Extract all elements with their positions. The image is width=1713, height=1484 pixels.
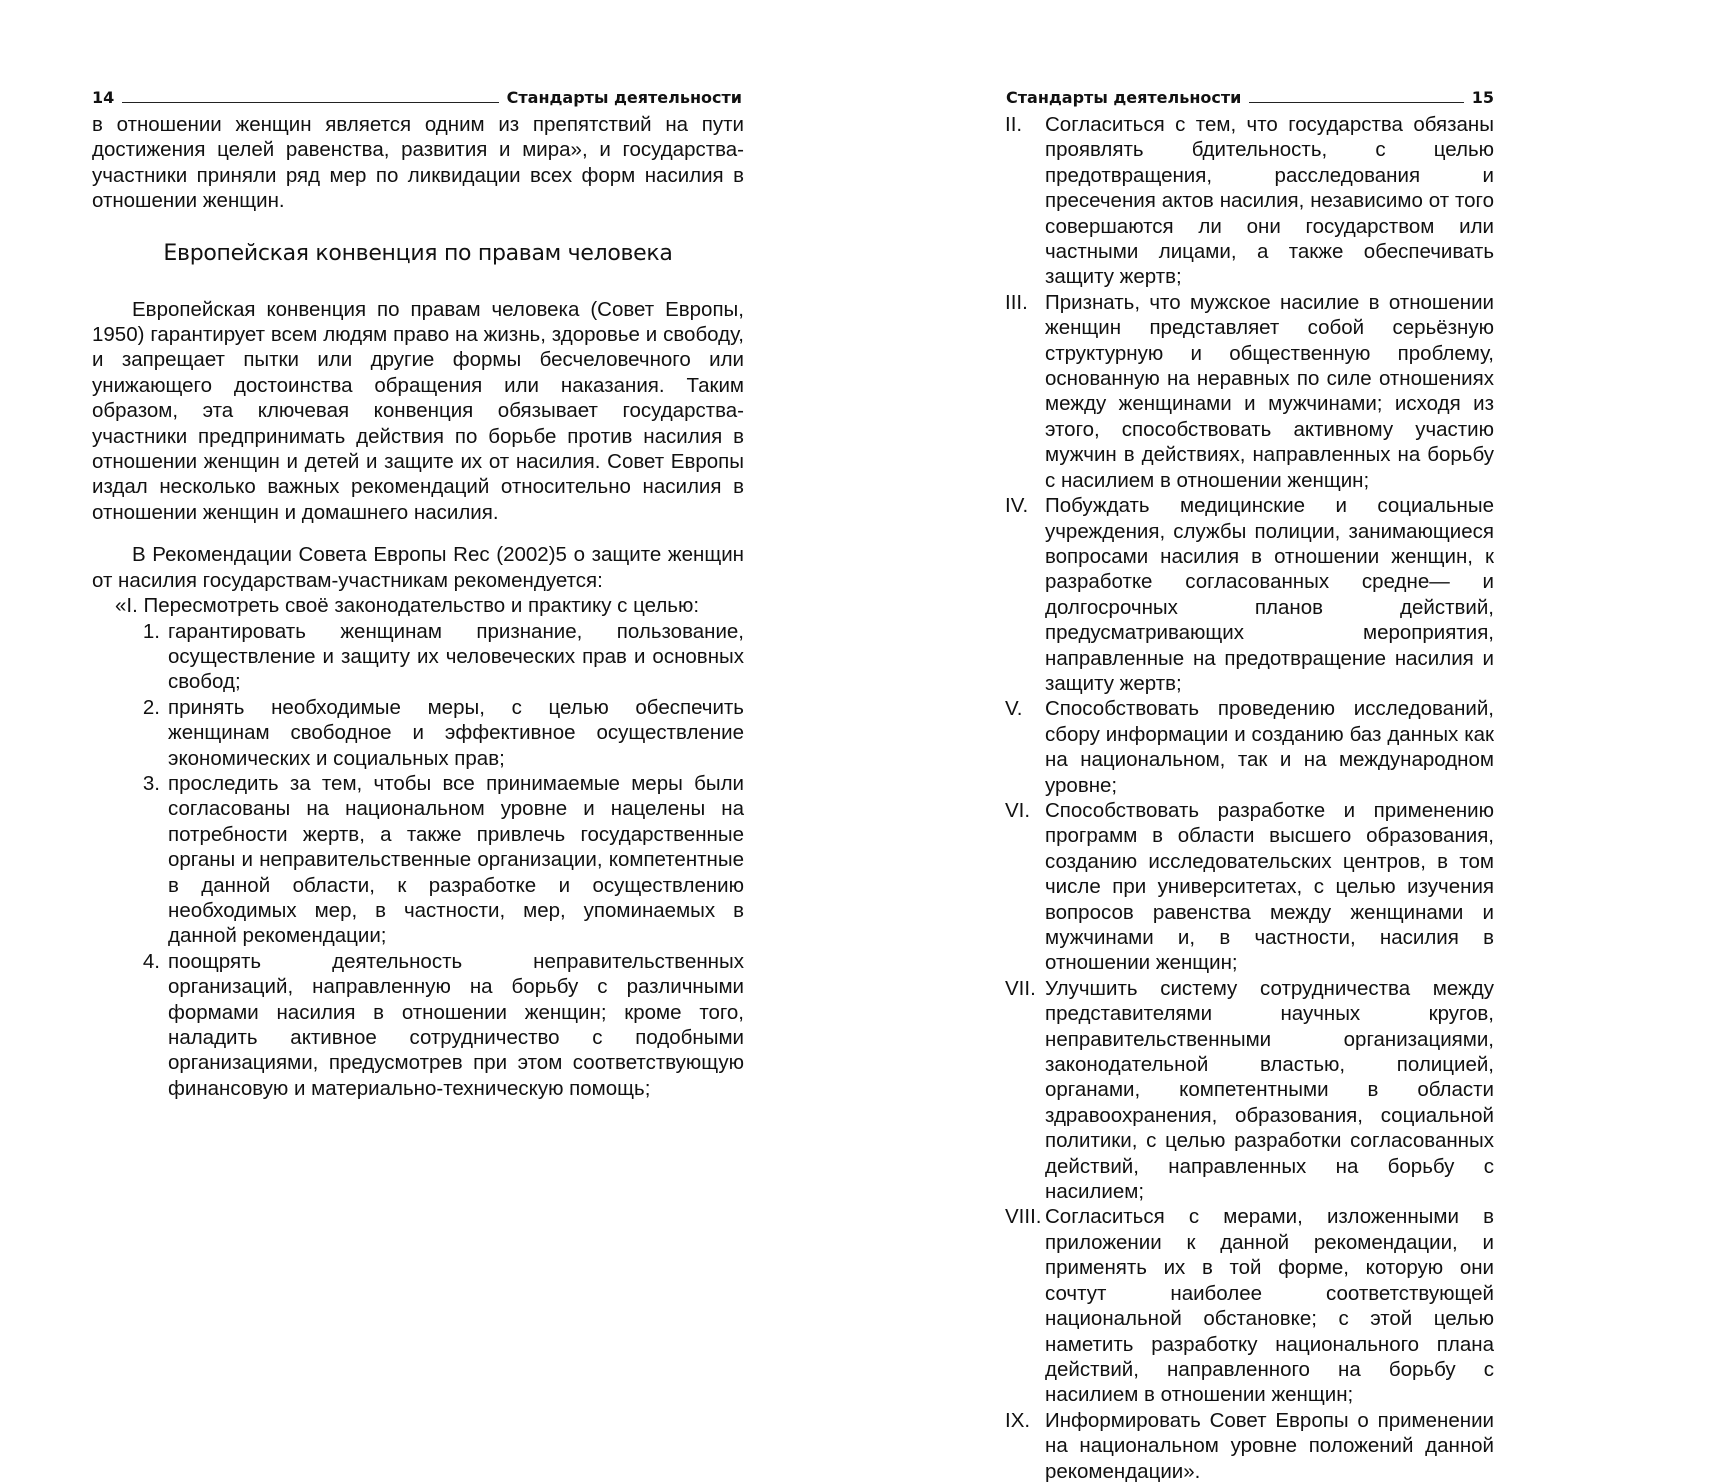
list-item-text: принять необходимые меры, с целью обеспечить женщинам свободное и эффективное осуществление экономических и социальных прав; <box>168 695 744 770</box>
list-item-number: III. <box>1005 290 1028 314</box>
list-item-number: 1. <box>142 619 160 643</box>
list-item-number: VI. <box>1005 798 1031 822</box>
list-item-number: V. <box>1005 697 1023 721</box>
list-item-text: Согласиться с тем, что государства обязаны проявлять бдительность, с целью предотвращения, расследования и пресечения актов насилия, независимо от того совершаются ли они государством или частными лицами, а также обеспечивать защиту жертв; <box>1045 113 1494 289</box>
list-item-text: Способствовать проведению исследований, сбору информации и созданию баз данных как на национальном, так и на международном уровне; <box>1045 697 1494 797</box>
paragraph-recommendation: В Рекомендации Совета Европы Rec (2002)5 о защите женщин от насилия государствам-участникам рекомендуется: <box>92 543 744 592</box>
left-running-title: Стандарты деятельности <box>506 88 742 107</box>
right-running-title: Стандарты деятельности <box>1006 88 1242 107</box>
list-item-number: 2. <box>142 695 160 719</box>
list-item-number: 4. <box>142 949 160 973</box>
list-item-text: Согласиться с мерами, изложенными в приложении к данной рекомендации, и применять их в той форме, которую они сочтут наиболее соответствующей национальной обстановке; с этой целью наметить разработку национального плана действий, направленного на борьбу с насилием в отношении женщин; <box>1045 1205 1494 1407</box>
list-item <box>1005 493 1494 696</box>
list-item <box>1005 1408 1494 1484</box>
list-item-number: IX. <box>1005 1408 1031 1432</box>
list-item <box>92 619 744 695</box>
header-rule <box>122 102 498 103</box>
paragraph-convention: Европейская конвенция по правам человека (Совет Европы, 1950) гарантирует всем людям право на жизнь, здоровье и свободу, и запрещает пытки или другие формы бесчеловечного или унижающего достоинства обращения или наказания. Таким образом, эта ключевая конвенция обязывает государства-участники предпринимать действия по борьбе против насилия в отношении женщин и детей и защите их от насилия. Совет Европы издал несколько важных рекомендаций относительно насилия в отношении женщин и домашнего насилия. <box>92 297 744 524</box>
list-item-text: Улучшить систему сотрудничества между представителями научных кругов, неправительственными организациями, законодательной властью, полицией, органами, компетентными в области здравоохранения, образования, социальной политики, с целью разработки согласованных действий, направленных на борьбу с насилием; <box>1045 976 1494 1204</box>
list-item <box>92 771 744 949</box>
list-item-text: Признать, что мужское насилие в отношении женщин представляет собой серьёзную структурную и общественную проблему, основанную на неравных по силе отношениях между женщинами и мужчинами; исходя из этого, способствовать активному участию мужчин в действиях, направленных на борьбу с насилием в отношении женщин; <box>1045 290 1494 492</box>
header-rule <box>1249 102 1463 103</box>
list-item-text: Информировать Совет Европы о применении на национальном уровне положений данной рекомендации». <box>1045 1408 1494 1483</box>
left-page <box>0 0 856 1210</box>
roman-list <box>1005 112 1494 1484</box>
continuation-paragraph: в отношении женщин является одним из препятствий на пути достижения целей равенства, развития и мира», и государства-участники приняли ряд мер по ликвидации всех форм насилия в отношении женщин. <box>92 113 744 213</box>
list-item <box>1005 290 1494 493</box>
list-item-text: Побуждать медицинские и социальные учреждения, службы полиции, занимающиеся вопросами насилия в отношении женщин, к разработке согласованных средне— и долгосрочных планов действий, предусматривающих мероприятия, направленные на предотвращение насилия и защиту жертв; <box>1045 494 1494 695</box>
right-page <box>856 0 1713 1483</box>
list-item <box>1005 976 1494 1205</box>
list-item-text: гарантировать женщинам признание, пользование, осуществление и защиту их человеческих прав и основных свобод; <box>168 619 744 694</box>
left-running-head <box>92 83 742 107</box>
list-item-number: 3. <box>142 771 160 795</box>
list-item <box>92 949 744 1101</box>
list-item <box>1005 798 1494 976</box>
right-running-head <box>1006 83 1494 107</box>
list-item-number: II. <box>1005 113 1023 136</box>
list-item-number: VIII. <box>1005 1205 1042 1229</box>
list-item-text: поощрять деятельность неправительственных организаций, направленную на борьбу с различными формами насилия в отношении женщин; кроме того, наладить активное сотрудничество с подобными организациями, предусмотрев при этом соответствующую финансовую и материально-техническую помощь; <box>168 949 744 1100</box>
list-item <box>1005 696 1494 798</box>
numbered-list <box>92 619 744 1102</box>
section-heading: Европейская конвенция по правам человека <box>163 240 673 266</box>
list-item-number: IV. <box>1005 494 1029 518</box>
left-page-number: 14 <box>92 88 115 107</box>
list-item <box>1005 1204 1494 1407</box>
list-item <box>92 695 744 771</box>
list-item-number: VII. <box>1005 976 1036 1000</box>
list-item <box>1005 112 1494 290</box>
left-body <box>92 112 744 1101</box>
list-item-text: Способствовать разработке и применению программ в области высшего образования, созданию исследовательских центров, в том числе при университетах, с целью изучения вопросов равенства между женщинами и мужчинами и, в частности, насилия в отношении женщин; <box>1045 798 1494 975</box>
right-body <box>1005 112 1494 1484</box>
list-item-text: проследить за тем, чтобы все принимаемые меры были согласованы на национальном уровне и нацелены на потребности жертв, а также привлечь государственные органы и неправительственные организации, компетентные в данной области, к разработке и осуществлению необходимых мер, в частности, мер, упоминаемых в данной рекомендации; <box>168 771 744 948</box>
right-page-number: 15 <box>1471 88 1494 107</box>
item-I: «I. Пересмотреть своё законодательство и практику с целью: <box>115 594 700 618</box>
